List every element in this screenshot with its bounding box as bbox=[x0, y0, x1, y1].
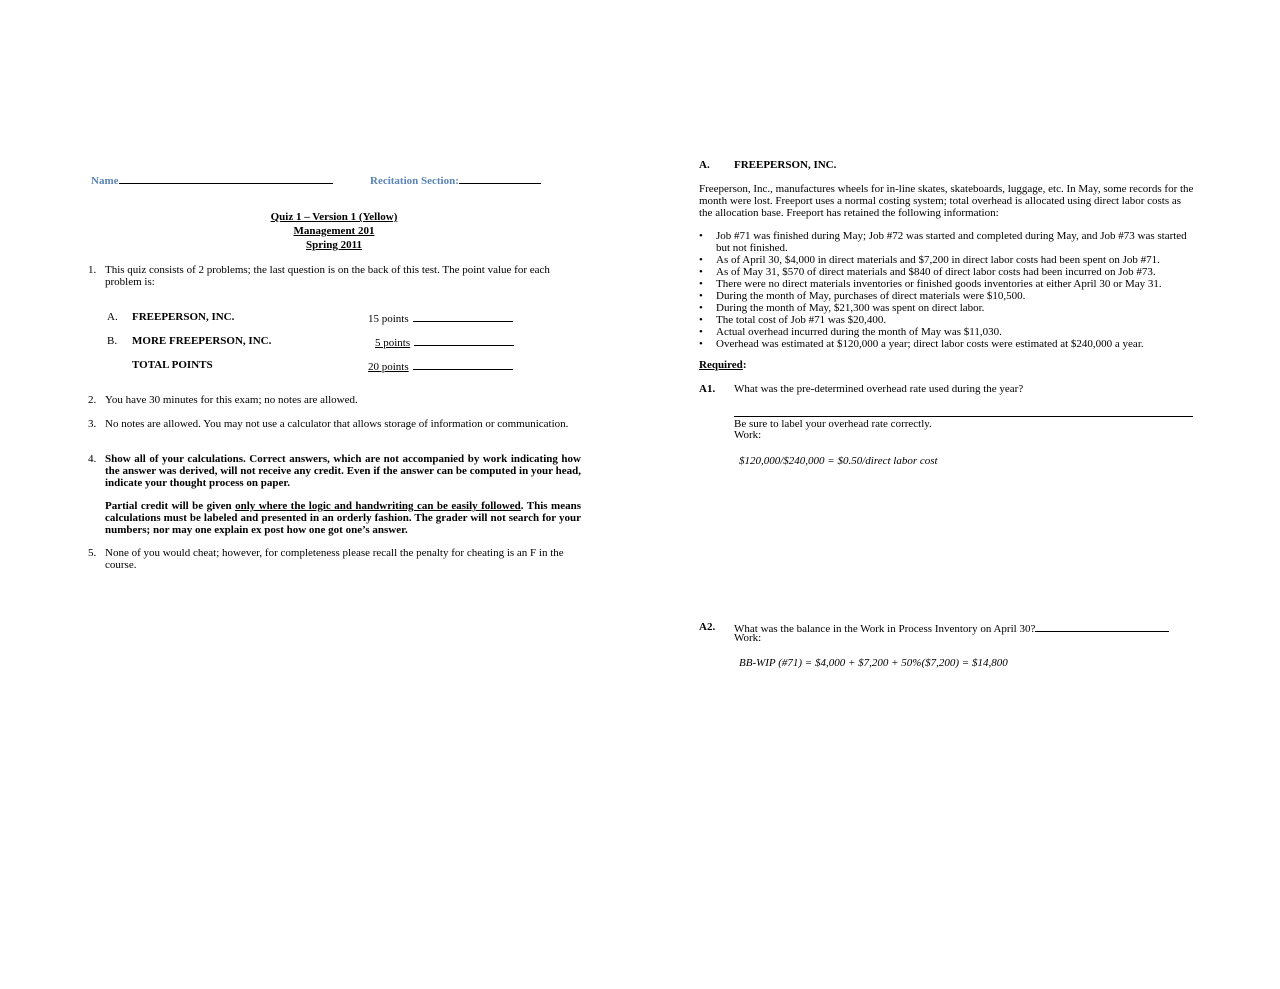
points-total-value bbox=[368, 359, 513, 373]
points-total-score-line[interactable] bbox=[413, 359, 513, 370]
fact-text: As of April 30, $4,000 in direct materials and $7,200 in direct labor costs had been spent on Job #71. bbox=[716, 254, 1160, 266]
fact-text: Actual overhead incurred during the month of May was $11,030. bbox=[716, 326, 1002, 338]
instruction-3-text: No notes are allowed. You may not use a calculator that allows storage of information or communication. bbox=[105, 418, 569, 430]
a1-work-label: Work: bbox=[734, 429, 762, 441]
points-a-value bbox=[368, 311, 513, 325]
points-a-letter: A. bbox=[107, 311, 118, 323]
bullet-icon: • bbox=[699, 278, 703, 290]
points-a-name: FREEPERSON, INC. bbox=[132, 311, 235, 323]
fact-item bbox=[699, 254, 1194, 266]
a2-answer-line[interactable] bbox=[1035, 621, 1169, 632]
fact-item bbox=[699, 290, 1194, 302]
fact-text: As of May 31, $570 of direct materials and $840 of direct labor costs had been incurred on Job #73. bbox=[716, 266, 1156, 278]
a1-label: A1. bbox=[699, 383, 716, 395]
fact-item bbox=[699, 338, 1194, 350]
instruction-2 bbox=[88, 394, 564, 406]
required-colon: : bbox=[742, 359, 747, 371]
a1-answer-line[interactable] bbox=[734, 416, 1193, 417]
name-field bbox=[91, 171, 351, 189]
instruction-1-text: This quiz consists of 2 problems; the last question is on the back of this test. The point value for each problem is: bbox=[105, 264, 550, 288]
name-blank-line[interactable] bbox=[119, 173, 333, 184]
bullet-icon: • bbox=[699, 266, 703, 278]
fact-text: There were no direct materials inventories or finished goods inventories at either April 30 or May 31. bbox=[716, 278, 1162, 290]
a2-question-row bbox=[734, 621, 1169, 635]
points-b-score-line[interactable] bbox=[414, 335, 514, 346]
instruction-1-number: 1. bbox=[88, 264, 97, 276]
bullet-icon: • bbox=[699, 326, 703, 338]
fact-text: Overhead was estimated at $120,000 a year; direct labor costs were estimated at $240,000 a year. bbox=[716, 338, 1144, 350]
problem-a-page bbox=[640, 0, 1280, 989]
partial-credit-condition: only where the logic and handwriting can be easily followed bbox=[235, 500, 521, 512]
fact-text: During the month of May, $21,300 was spent on direct labor. bbox=[716, 302, 985, 314]
partial-credit-detail: . This means calculations must be labeled and presented in an orderly fashion. The grader will not search for your numbers; nor may one explain ex post how one got one’s answer. bbox=[105, 500, 581, 536]
recitation-field bbox=[370, 171, 560, 189]
partial-credit-paragraph bbox=[105, 500, 581, 536]
bullet-icon: • bbox=[699, 338, 703, 350]
points-b-points: 5 points bbox=[375, 337, 411, 349]
a2-question: What was the balance in the Work in Process Inventory on April 30? bbox=[734, 623, 1036, 635]
instruction-1 bbox=[88, 264, 564, 288]
required-heading bbox=[699, 359, 746, 371]
required-label: Required bbox=[699, 359, 743, 371]
points-total-name: TOTAL POINTS bbox=[132, 359, 213, 371]
instruction-4-text: Show all of your calculations. Correct answers, which are not accompanied by work indicating how the answer was derived, will not receive any credit. Even if the answer can be computed in your head, indicate your thought process on paper. bbox=[105, 453, 581, 489]
section-title: FREEPERSON, INC. bbox=[734, 159, 837, 171]
recitation-label: Recitation Section: bbox=[370, 175, 459, 187]
instruction-5-text: None of you would cheat; however, for completeness please recall the penalty for cheating is an F in the course. bbox=[105, 547, 564, 571]
points-a-score-line[interactable] bbox=[413, 311, 513, 322]
facts-list bbox=[699, 230, 1194, 350]
bullet-icon: • bbox=[699, 302, 703, 314]
recitation-blank-line[interactable] bbox=[459, 173, 541, 184]
points-b-letter: B. bbox=[107, 335, 118, 347]
bullet-icon: • bbox=[699, 314, 703, 326]
fact-item bbox=[699, 326, 1194, 338]
a1-answer: $120,000/$240,000 = $0.50/direct labor cost bbox=[739, 455, 938, 467]
fact-item bbox=[699, 266, 1194, 278]
instruction-2-number: 2. bbox=[88, 394, 97, 406]
a2-answer: BB-WIP (#71) = $4,000 + $7,200 + 50%($7,200) = $14,800 bbox=[739, 657, 1008, 669]
title-line-1: Quiz 1 – Version 1 (Yellow) bbox=[270, 211, 398, 223]
fact-text: The total cost of Job #71 was $20,400. bbox=[716, 314, 887, 326]
a2-label: A2. bbox=[699, 621, 716, 633]
bullet-icon: • bbox=[699, 290, 703, 302]
points-a-points: 15 points bbox=[368, 313, 409, 325]
instruction-5 bbox=[88, 547, 581, 571]
a1-question: What was the pre-determined overhead rate used during the year? bbox=[734, 383, 1024, 395]
section-letter: A. bbox=[699, 159, 710, 171]
fact-text: Job #71 was finished during May; Job #72 was started and completed during May, and Job #73 was started but not finished. bbox=[716, 230, 1187, 254]
fact-item bbox=[699, 278, 1194, 290]
instruction-3 bbox=[88, 418, 581, 430]
bullet-icon: • bbox=[699, 254, 703, 266]
fact-item bbox=[699, 230, 1194, 254]
problem-intro: Freeperson, Inc., manufactures wheels for in-line skates, skateboards, luggage, etc. In May, some records for the month were lost. Freeport uses a normal costing system; total overhead is allocated using direct labor costs as the allocation base. Freeport has retained the following information: bbox=[699, 183, 1194, 219]
instruction-4 bbox=[88, 453, 581, 536]
fact-item bbox=[699, 302, 1194, 314]
partial-credit-intro: Partial credit will be given bbox=[105, 500, 236, 512]
title-line-3: Spring 2011 bbox=[306, 239, 362, 251]
bullet-icon: • bbox=[699, 230, 703, 242]
title-line-2: Management 201 bbox=[293, 225, 375, 237]
points-total-points: 20 points bbox=[368, 361, 409, 373]
instruction-2-text: You have 30 minutes for this exam; no notes are allowed. bbox=[105, 394, 358, 406]
points-b-name: MORE FREEPERSON, INC. bbox=[132, 335, 272, 347]
name-label: Name bbox=[91, 175, 119, 187]
a1-note: Be sure to label your overhead rate correctly. bbox=[734, 418, 932, 430]
instruction-5-number: 5. bbox=[88, 547, 97, 559]
points-b-value bbox=[368, 335, 514, 349]
quiz-title bbox=[174, 211, 494, 251]
instruction-3-number: 3. bbox=[88, 418, 97, 430]
a2-work-label: Work: bbox=[734, 632, 762, 644]
instruction-4-number: 4. bbox=[88, 453, 97, 465]
fact-text: During the month of May, purchases of direct materials were $10,500. bbox=[716, 290, 1026, 302]
fact-item bbox=[699, 314, 1194, 326]
